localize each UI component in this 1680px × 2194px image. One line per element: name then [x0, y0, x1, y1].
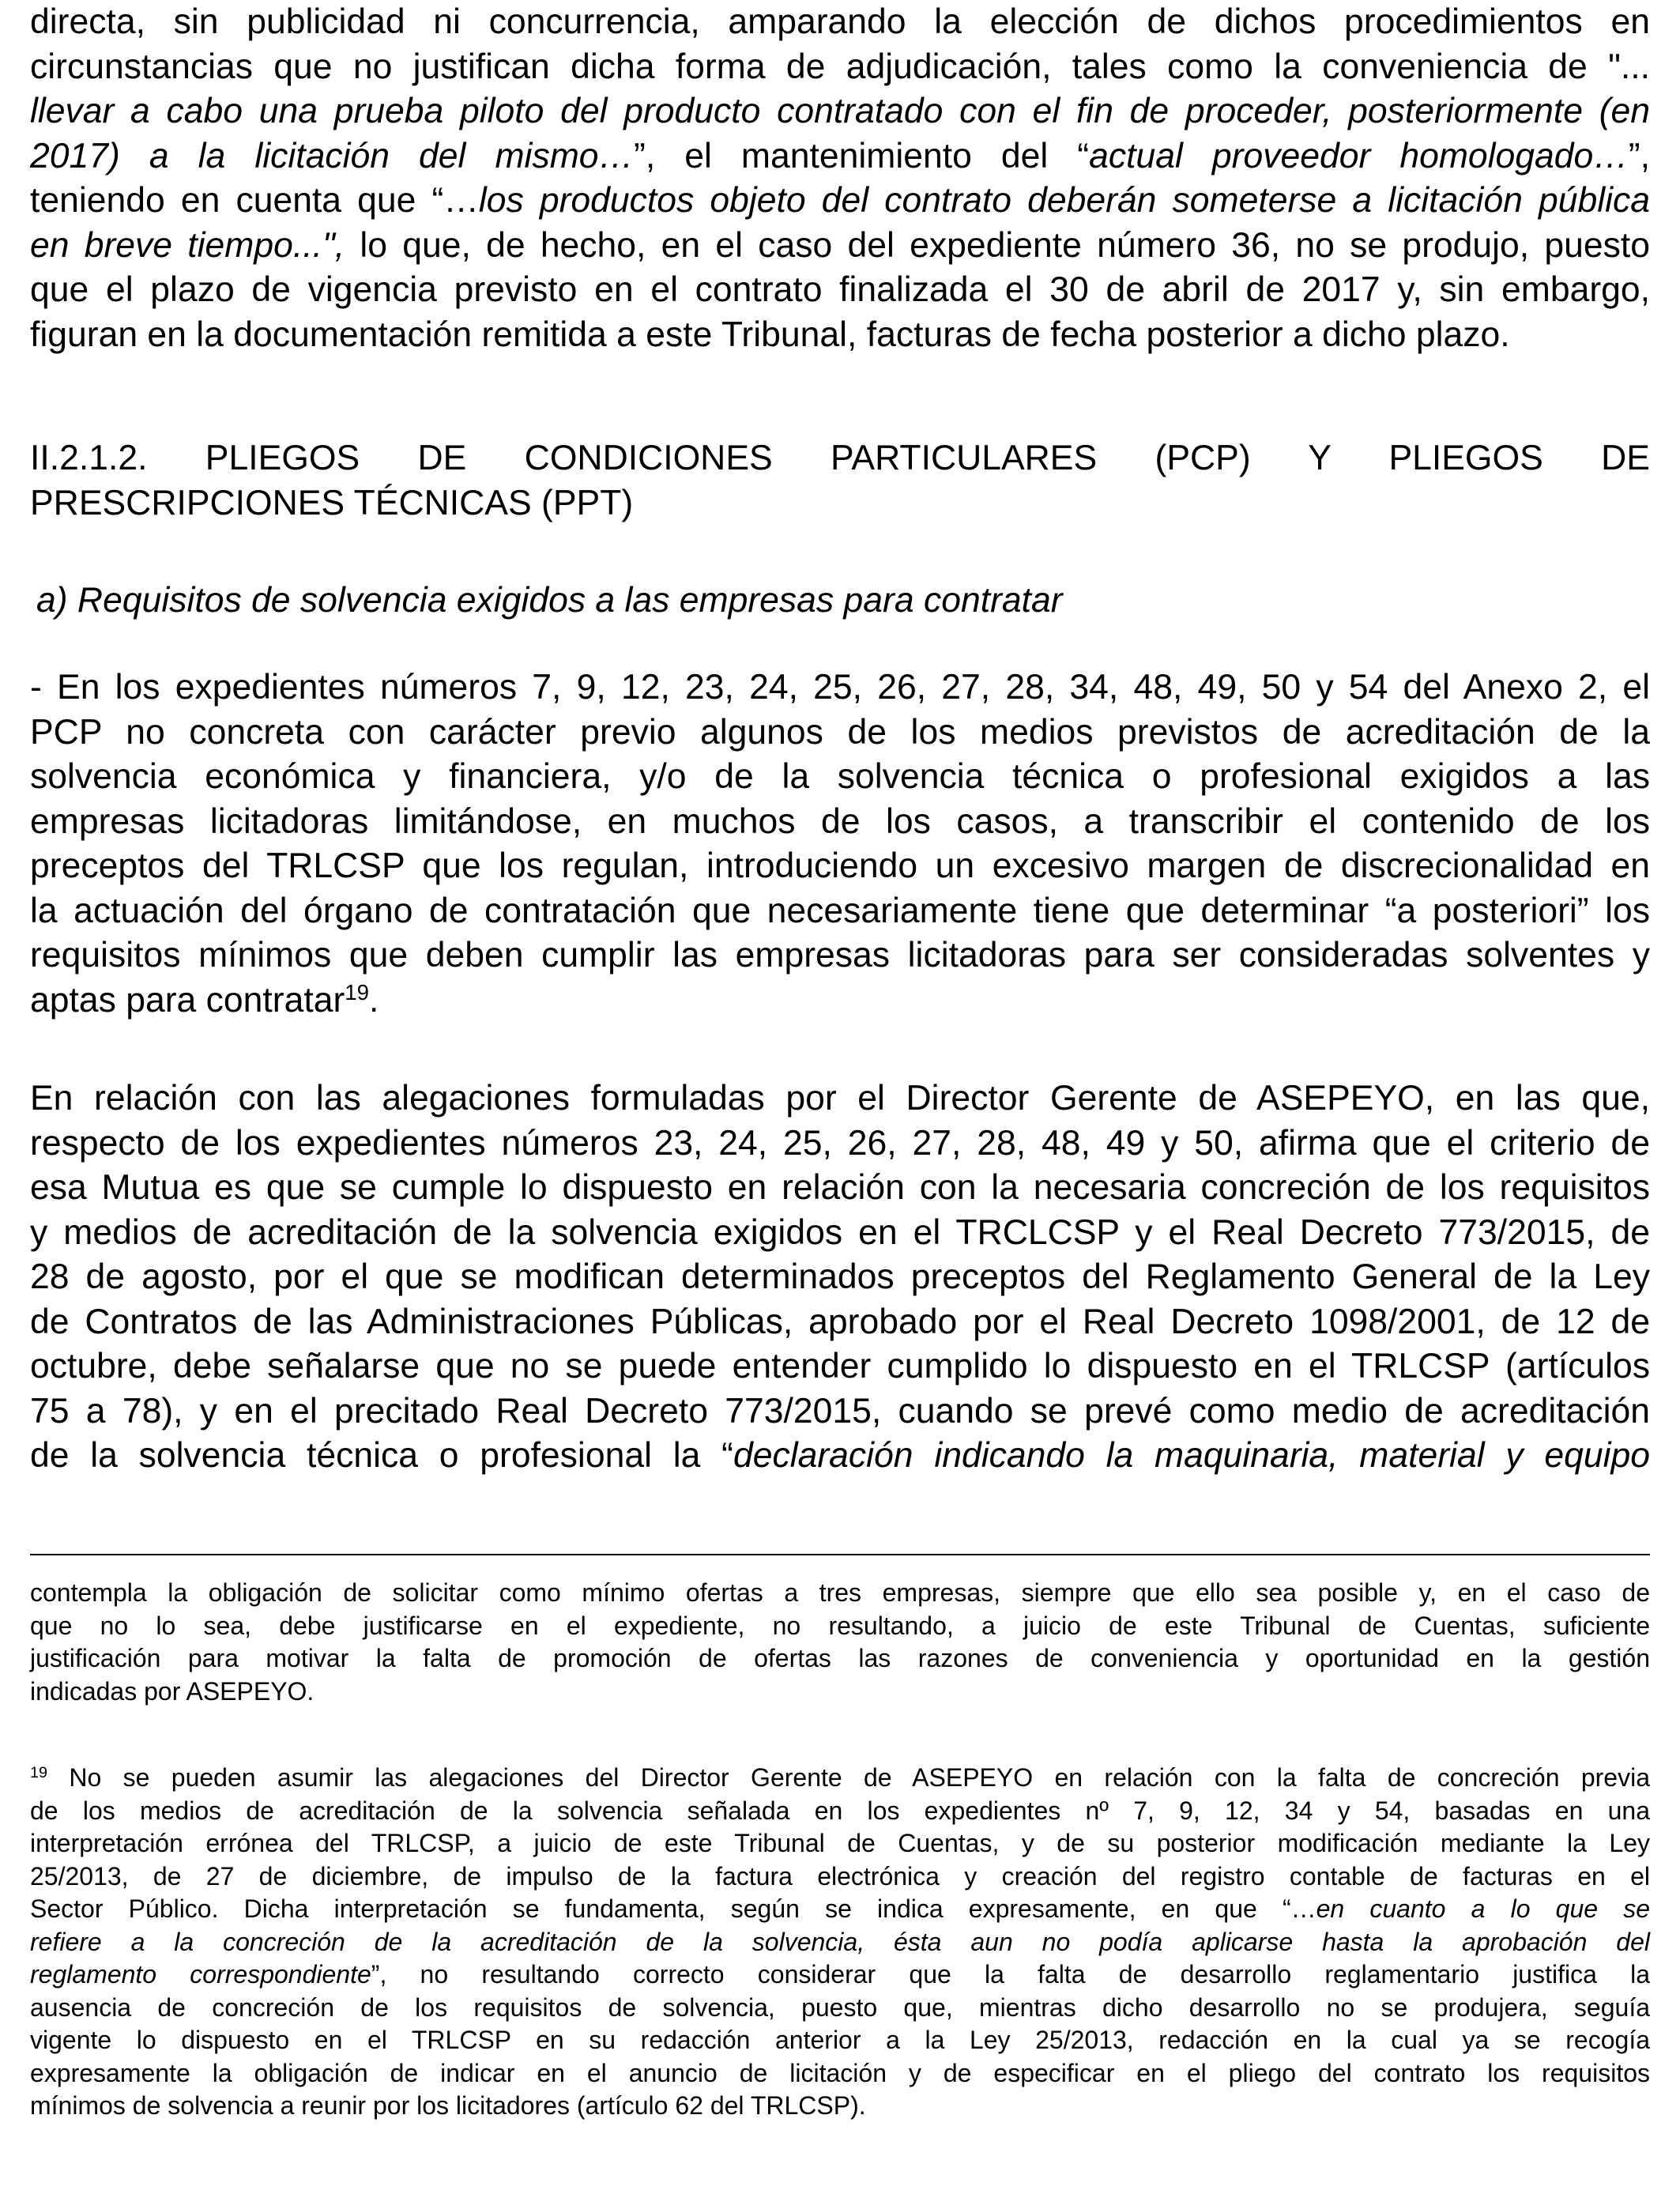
- text-line: requisitos mínimos que deben cumplir las empresas licitadoras para ser consideradas solventes y: [30, 936, 1650, 974]
- paragraph-alegaciones: [30, 1076, 1650, 1479]
- footnote-first-line: No se pueden asumir las alegaciones del Director Gerente de ASEPEYO en relación con la falta de concreción previa: [47, 1763, 1650, 1792]
- text-line: [30, 1344, 1650, 1389]
- text-segment: contempla la obligación de solicitar como mínimo ofertas a tres empresas, siempre que ello sea posible y, en el caso de: [30, 1578, 1650, 1607]
- text-line: [30, 1255, 1650, 1300]
- footnote-line: [30, 1577, 1650, 1610]
- paragraph-continuation: [30, 0, 1650, 357]
- text-segment: de la solvencia técnica o profesional la “: [30, 1436, 733, 1475]
- text-line: solvencia económica y financiera, y/o de la solvencia técnica o profesional exigidos a las: [30, 757, 1650, 796]
- footnote-line: [30, 1926, 1650, 1959]
- text-line: [30, 1122, 1650, 1167]
- italic-text: reglamento correspondiente: [30, 1960, 371, 1989]
- italic-text: refiere a la concreción de la acreditación de la solvencia, ésta aun no podía aplicarse hasta la aprobación del: [30, 1927, 1650, 1956]
- italic-text: llevar a cabo una prueba piloto del producto contratado con el fin de proceder, posteriormente (en: [30, 92, 1650, 130]
- text-line: empresas licitadoras limitándose, en muchos de los casos, a transcribir el contenido de los: [30, 801, 1650, 841]
- footnote-line: [30, 1893, 1650, 1926]
- footnote-line: [30, 1827, 1650, 1860]
- text-segment: respecto de los expedientes números 23, 24, 25, 26, 27, 28, 48, 49 y 50, afirma que el criterio de: [30, 1123, 1650, 1163]
- text-line: [30, 1389, 1650, 1434]
- text-segment: directa, sin publicidad ni concurrencia, amparando la elección de dichos procedimientos en: [30, 2, 1650, 41]
- text-line: [30, 89, 1650, 134]
- italic-text: en breve tiempo...",: [30, 225, 345, 265]
- text-segment: indicadas por ASEPEYO.: [30, 1676, 315, 1706]
- text-segment: de Contratos de las Administraciones Públicas, aprobado por el Real Decreto 1098/2001, de 12 de: [30, 1302, 1650, 1341]
- text-segment: justificación para motivar la falta de promoción de ofertas las razones de conveniencia y oportunidad en la gestión: [30, 1644, 1650, 1672]
- italic-text: los productos objeto del contrato deberán someterse a licitación pública: [478, 181, 1651, 220]
- text-line: [30, 0, 1650, 45]
- italic-text: en cuanto a lo que se: [1316, 1894, 1651, 1923]
- text-line: [30, 313, 1650, 358]
- footnote-separator: [30, 1554, 1650, 1555]
- heading-line: PRESCRIPCIONES TÉCNICAS (PPT): [30, 483, 634, 522]
- text-line: PCP no concreta con carácter previo algunos de los medios previstos de acreditación de la: [30, 712, 1650, 752]
- text-segment: interpretación errónea del TRLCSP, a juicio de este Tribunal de Cuentas, y de su posterior modificación mediante la Ley: [30, 1829, 1650, 1857]
- text-segment: 28 de agosto, por el que se modifican determinados preceptos del Reglamento General de la Ley: [30, 1257, 1650, 1296]
- text-line: [30, 268, 1650, 313]
- footnote-line: [30, 2090, 1650, 2123]
- text-line: [30, 179, 1650, 224]
- text-segment: figuran en la documentación remitida a este Tribunal, facturas de fecha posterior a dicho plazo.: [30, 315, 1510, 354]
- text-line: - En los expedientes números 7, 9, 12, 23, 24, 25, 26, 27, 28, 34, 48, 49, 50 y 54 del Anexo 2, el: [30, 668, 1650, 707]
- last-line-text: aptas para contratar: [30, 980, 345, 1020]
- text-segment: de los medios de acreditación de la solvencia señalada en los expedientes nº 7, 9, 12, 34 y 54, basadas en una: [30, 1796, 1650, 1825]
- text-line: [30, 224, 1650, 269]
- text-segment: que el plazo de vigencia previsto en el contrato finalizada el 30 de abril de 2017 y, sin embargo,: [30, 270, 1650, 309]
- footnote-line: [30, 1795, 1650, 1828]
- text-segment: Sector Público. Dicha interpretación se fundamenta, según se indica expresamente, en que “…: [30, 1894, 1317, 1923]
- heading-line: II.2.1.2. PLIEGOS DE CONDICIONES PARTICULARES (PCP) Y PLIEGOS DE: [30, 439, 1650, 477]
- text-segment: circunstancias que no justifican dicha forma de adjudicación, tales como la conveniencia de "...: [30, 47, 1650, 86]
- period: .: [368, 980, 379, 1020]
- text-segment: y medios de acreditación de la solvencia exigidos en el TRCLCSP y el Real Decreto 773/2015, de: [30, 1212, 1650, 1252]
- text-line: [30, 1434, 1650, 1479]
- text-line: [30, 1211, 1650, 1256]
- text-segment: ausencia de concreción de los requisitos de solvencia, puesto que, mientras dicho desarrollo no se produjera, seguía: [30, 1992, 1650, 2022]
- text-segment: lo que, de hecho, en el caso del expediente número 36, no se produjo, puesto: [345, 225, 1650, 265]
- footnote-line: [30, 1610, 1650, 1643]
- subsection-heading: [36, 579, 1650, 624]
- text-line: [30, 978, 1650, 1023]
- italic-text: declaración indicando la maquinaria, material y equipo: [733, 1436, 1651, 1475]
- text-segment: expresamente la obligación de indicar en el anuncio de licitación y de especificar en el pliego del contrato los requisitos: [30, 2058, 1650, 2087]
- section-heading: [30, 436, 1650, 526]
- text-line: [30, 1300, 1650, 1345]
- footnote-line: [30, 2024, 1650, 2057]
- footnote-line: [30, 1860, 1650, 1894]
- text-line: [30, 1166, 1650, 1211]
- text-segment: mínimos de solvencia a reunir por los licitadores (artículo 62 del TRLCSP).: [30, 2091, 866, 2120]
- text-segment: ”,: [1628, 136, 1650, 175]
- footnote-line: [30, 2057, 1650, 2090]
- italic-text: actual proveedor homologado…: [1089, 136, 1629, 175]
- footnote-line: [30, 1676, 1650, 1709]
- footnote-line: [30, 1958, 1650, 1992]
- text-segment: 25/2013, de 27 de diciembre, de impulso de la factura electrónica y creación del registro contable de facturas en el: [30, 1861, 1650, 1891]
- text-line: [30, 134, 1650, 179]
- text-line: preceptos del TRLCSP que los regulan, introduciendo un excesivo margen de discrecionalidad en: [30, 846, 1650, 885]
- footnote-line: [30, 1992, 1650, 2025]
- footnote-19: [30, 1762, 1650, 2123]
- footnote-line: [30, 1762, 1650, 1795]
- text-line: [30, 45, 1650, 90]
- footnote-number: 19: [30, 1764, 48, 1782]
- text-segment: octubre, debe señalarse que no se puede entender cumplido lo dispuesto en el TRLCSP (artículos: [30, 1347, 1650, 1385]
- text-segment: vigente lo dispuesto en el TRLCSP en su redacción anterior a la Ley 25/2013, redacción en la cual ya se recogía: [30, 2026, 1650, 2054]
- text-segment: que no lo sea, debe justificarse en el expediente, no resultando, a juicio de este Tribunal de Cuentas, suficiente: [30, 1611, 1650, 1640]
- text-segment: ”, no resultando correcto considerar que la falta de desarrollo reglamentario justifica la: [371, 1960, 1651, 1989]
- text-segment: teniendo en cuenta que “…: [30, 181, 479, 220]
- text-line: la actuación del órgano de contratación que necesariamente tiene que determinar “a posteriori” los: [30, 891, 1650, 930]
- subheading-text: a) Requisitos de solvencia exigidos a las empresas para contratar: [36, 581, 1063, 620]
- text-segment: esa Mutua es que se cumple lo dispuesto en relación con la necesaria concreción de los requisitos: [30, 1168, 1650, 1207]
- footnote-reference[interactable]: 19: [345, 979, 369, 1005]
- italic-text: 2017) a la licitación del mismo…: [30, 136, 635, 175]
- footnote-continuation: [30, 1577, 1650, 1708]
- text-segment: 75 a 78), y en el precitado Real Decreto 773/2015, cuando se prevé como medio de acreditación: [30, 1391, 1650, 1431]
- footnote-line: [30, 1642, 1650, 1676]
- text-segment: En relación con las alegaciones formuladas por el Director Gerente de ASEPEYO, en las que,: [30, 1079, 1650, 1118]
- paragraph-requisitos: [30, 665, 1650, 1023]
- text-segment: ”, el mantenimiento del “: [634, 136, 1090, 175]
- text-line: [30, 1076, 1650, 1122]
